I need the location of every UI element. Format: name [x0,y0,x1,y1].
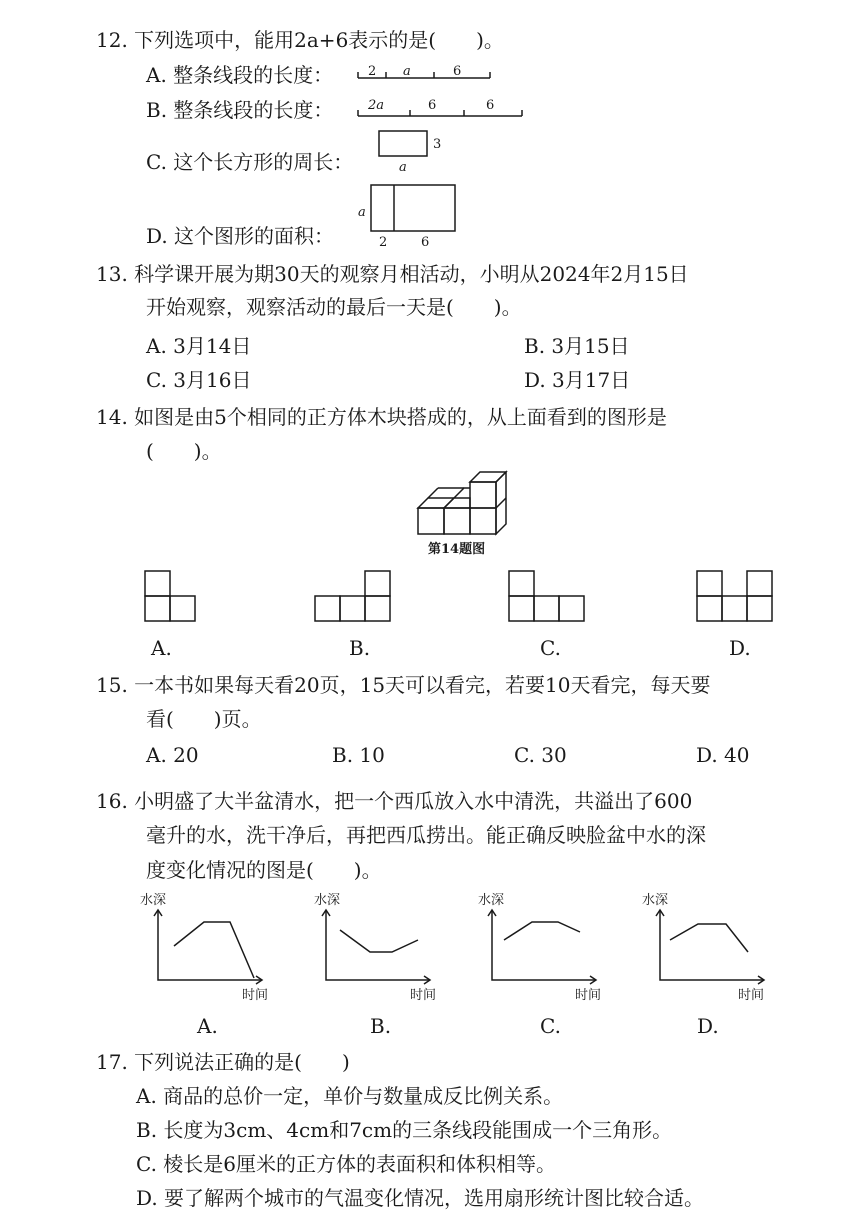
q13-stem-line2: 开始观察，观察活动的最后一天是( )。 [146,295,522,319]
q16-stem-line1: 16. 小明盛了大半盆清水，把一个西瓜放入水中清洗，共溢出了600 [96,789,693,813]
q16-a-ylabel: 水深 [140,893,167,908]
q17-option-a: A. 商品的总价一定，单价与数量成反比例关系。 [136,1084,564,1108]
q12-d-label-a: a [358,205,366,220]
q16-option-d: D. [697,1014,719,1038]
q14-option-c-figure [508,570,588,624]
q12-d-label-2: 2 [379,235,388,250]
q15-stem-line2: 看( )页。 [146,707,262,731]
q14-stem-line2: ( )。 [146,439,222,463]
q14-stem-line1: 14. 如图是由5个相同的正方体木块搭成的，从上面看到的图形是 [96,405,667,429]
q13-option-c: C. 3月16日 [146,368,252,392]
q14-option-b: B. [349,636,371,660]
q12-b-label-2: 6 [428,98,437,113]
q14-option-a: A. [151,636,172,660]
q16-d-xlabel: 时间 [738,988,765,1003]
q12-c-label-3: 3 [433,137,442,152]
q14-option-a-figure [144,570,198,624]
q14-option-d-figure [696,570,776,624]
q12-d-figure [370,184,458,234]
q16-option-b: B. [370,1014,392,1038]
q12-a-label-1: 2 [368,64,377,79]
q16-stem-line3: 度变化情况的图是( )。 [146,858,382,882]
q17-option-b: B. 长度为3cm、4cm和7cm的三条线段能围成一个三角形。 [136,1118,673,1142]
q12-option-c: C. 这个长方形的周长： [146,150,354,174]
q16-stem-line2: 毫升的水，洗干净后，再把西瓜捞出。能正确反映脸盆中水的深 [146,823,706,847]
q14-option-b-figure [314,570,394,624]
q15-stem-line1: 15. 一本书如果每天看20页，15天可以看完，若要10天看完，每天要 [96,673,711,697]
q16-graph-c [484,908,602,986]
q12-stem: 12. 下列选项中，能用2a+6表示的是( )。 [96,28,504,52]
q16-option-c: C. [540,1014,561,1038]
q17-stem: 17. 下列说法正确的是( ) [96,1050,350,1074]
q14-option-c: C. [540,636,561,660]
q12-c-label-a: a [399,160,407,175]
q15-option-b: B. 10 [332,743,385,767]
q14-cube-figure [414,470,510,536]
q13-stem-line1: 13. 科学课开展为期30天的观察月相活动，小明从2024年2月15日 [96,262,689,286]
q16-graph-b [318,908,436,986]
q13-option-d: D. 3月17日 [524,368,631,392]
q16-a-xlabel: 时间 [242,988,269,1003]
q17-option-c: C. 棱长是6厘米的正方体的表面积和体积相等。 [136,1152,557,1176]
q16-c-xlabel: 时间 [575,988,602,1003]
q12-b-label-1: 2a [368,98,385,113]
q16-c-ylabel: 水深 [478,893,505,908]
q12-option-b: B. 整条线段的长度： [146,98,334,122]
q12-a-segment [356,60,496,86]
q12-c-rectangle [378,130,430,158]
q12-option-d: D. 这个图形的面积： [146,224,335,248]
q15-option-d: D. 40 [696,743,750,767]
q13-option-a: A. 3月14日 [146,334,252,358]
q16-graph-a [150,908,268,986]
q12-option-a: A. 整条线段的长度： [146,63,334,87]
q13-option-b: B. 3月15日 [524,334,630,358]
q16-b-xlabel: 时间 [410,988,437,1003]
q17-option-d: D. 要了解两个城市的气温变化情况，选用扇形统计图比较合适。 [136,1186,705,1210]
q16-b-ylabel: 水深 [314,893,341,908]
q15-option-a: A. 20 [146,743,199,767]
q14-figure-caption: 第14题图 [428,542,486,557]
q12-d-label-6: 6 [421,235,430,250]
q12-b-label-3: 6 [486,98,495,113]
q16-graph-d [652,908,770,986]
q12-a-label-2: a [403,64,411,79]
q16-d-ylabel: 水深 [642,893,669,908]
q14-option-d: D. [729,636,751,660]
q16-option-a: A. [197,1014,218,1038]
q12-a-label-3: 6 [453,64,462,79]
q15-option-c: C. 30 [514,743,567,767]
